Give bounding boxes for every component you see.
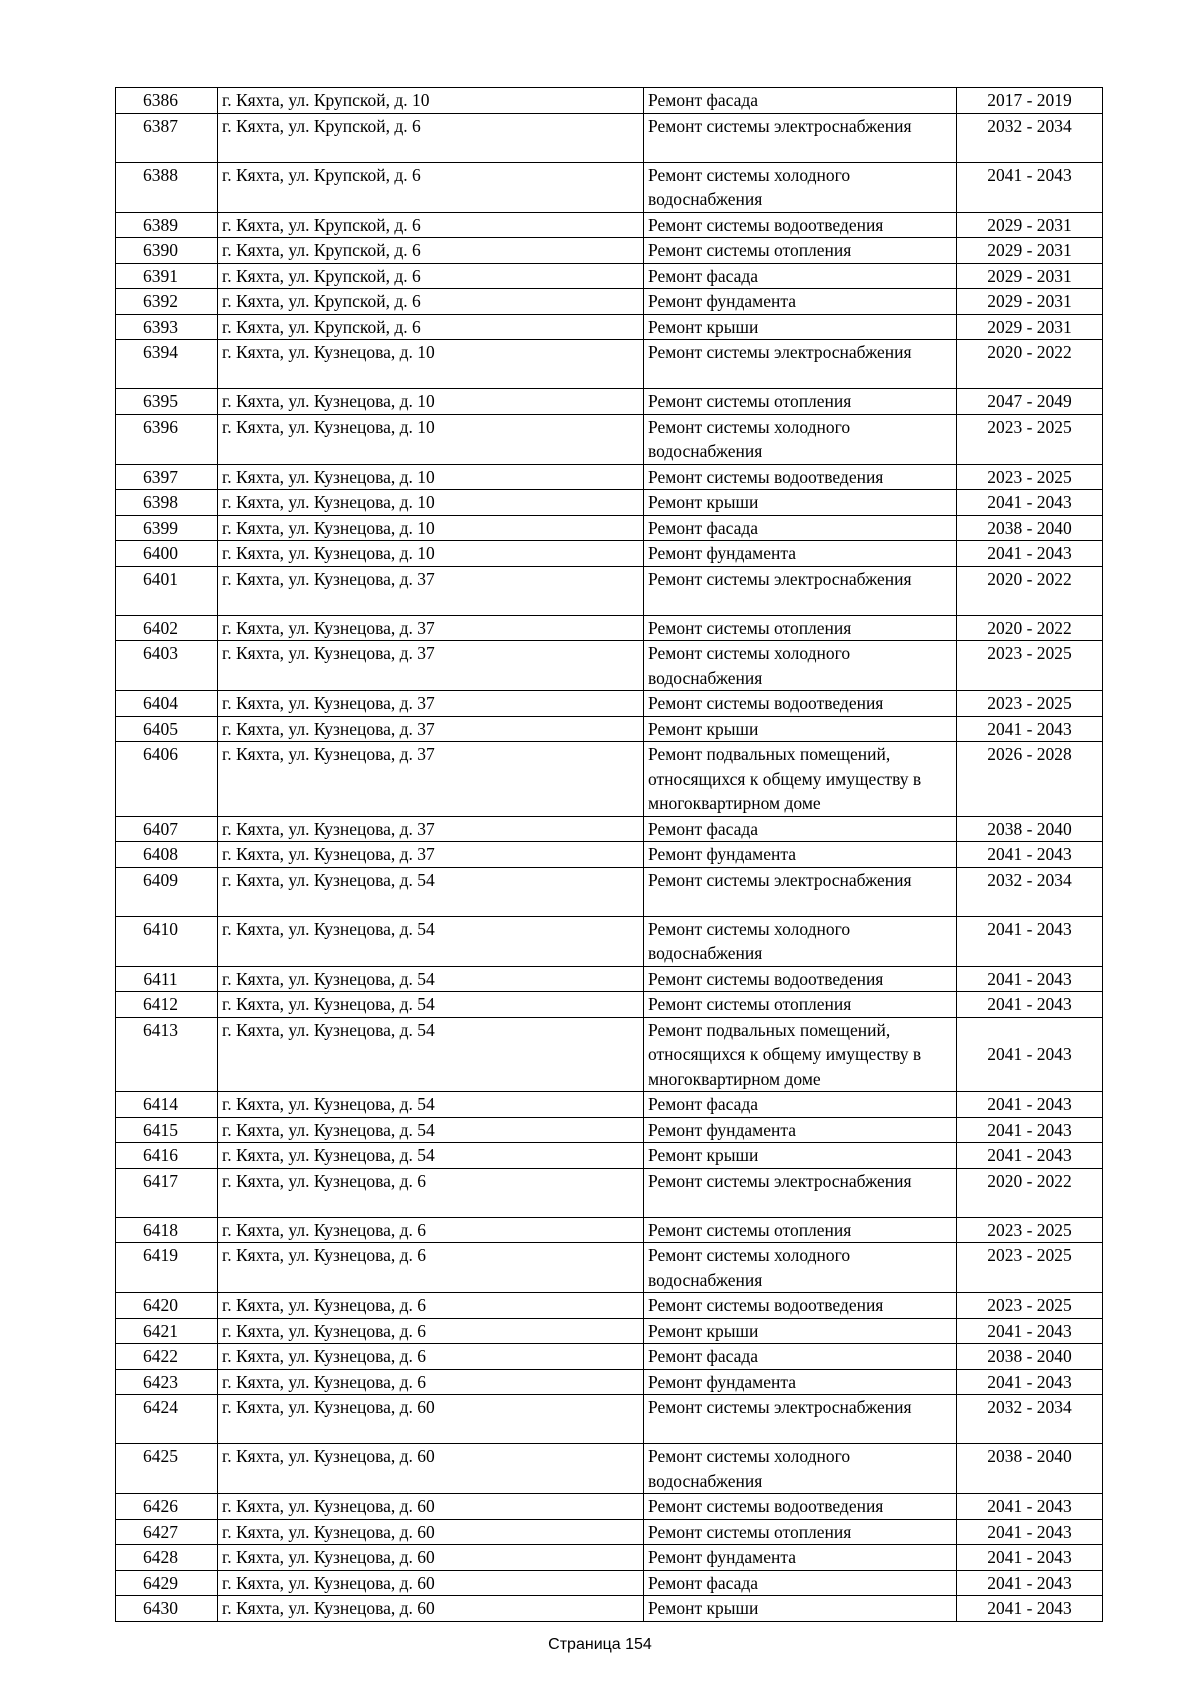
table-row xyxy=(116,389,1103,415)
table-row xyxy=(116,1344,1103,1370)
period-cell: 2038 - 2040 xyxy=(957,515,1103,541)
work-type-cell: Ремонт фундамента xyxy=(644,1545,957,1571)
address-cell: г. Кяхта, ул. Кузнецова, д. 6 xyxy=(218,1243,644,1293)
table-row xyxy=(116,263,1103,289)
period-cell: 2041 - 2043 xyxy=(957,541,1103,567)
work-type-cell: Ремонт системы отопления xyxy=(644,615,957,641)
table-row xyxy=(116,340,1103,389)
period-cell: 2032 - 2034 xyxy=(957,113,1103,162)
period-cell: 2041 - 2043 xyxy=(957,162,1103,212)
address-cell: г. Кяхта, ул. Крупской, д. 6 xyxy=(218,314,644,340)
row-number-cell: 6421 xyxy=(116,1318,218,1344)
work-type-cell: Ремонт системы водоотведения xyxy=(644,464,957,490)
repair-schedule-table xyxy=(115,87,1103,1622)
table-row xyxy=(116,1318,1103,1344)
row-number-cell: 6428 xyxy=(116,1545,218,1571)
row-number-cell: 6426 xyxy=(116,1494,218,1520)
period-cell: 2041 - 2043 xyxy=(957,1519,1103,1545)
table-row xyxy=(116,1092,1103,1118)
work-type-cell: Ремонт фасада xyxy=(644,1344,957,1370)
address-cell: г. Кяхта, ул. Кузнецова, д. 6 xyxy=(218,1217,644,1243)
period-cell: 2038 - 2040 xyxy=(957,816,1103,842)
row-number-cell: 6425 xyxy=(116,1444,218,1494)
address-cell: г. Кяхта, ул. Кузнецова, д. 54 xyxy=(218,1117,644,1143)
table-row xyxy=(116,716,1103,742)
period-cell: 2020 - 2022 xyxy=(957,340,1103,389)
address-cell: г. Кяхта, ул. Кузнецова, д. 54 xyxy=(218,1143,644,1169)
row-number-cell: 6407 xyxy=(116,816,218,842)
work-type-cell: Ремонт крыши xyxy=(644,490,957,516)
row-number-cell: 6404 xyxy=(116,691,218,717)
row-number-cell: 6396 xyxy=(116,414,218,464)
row-number-cell: 6388 xyxy=(116,162,218,212)
address-cell: г. Кяхта, ул. Кузнецова, д. 37 xyxy=(218,691,644,717)
work-type-cell: Ремонт системы электроснабжения xyxy=(644,1168,957,1217)
address-cell: г. Кяхта, ул. Кузнецова, д. 60 xyxy=(218,1596,644,1622)
table-row xyxy=(116,1293,1103,1319)
table-row xyxy=(116,490,1103,516)
row-number-cell: 6414 xyxy=(116,1092,218,1118)
table-row xyxy=(116,289,1103,315)
page-number: Страница 154 xyxy=(548,1636,652,1653)
row-number-cell: 6415 xyxy=(116,1117,218,1143)
table-row xyxy=(116,515,1103,541)
address-cell: г. Кяхта, ул. Кузнецова, д. 60 xyxy=(218,1519,644,1545)
work-type-cell: Ремонт крыши xyxy=(644,1318,957,1344)
row-number-cell: 6393 xyxy=(116,314,218,340)
row-number-cell: 6390 xyxy=(116,238,218,264)
work-type-cell: Ремонт системы холодного водоснабжения xyxy=(644,1444,957,1494)
address-cell: г. Кяхта, ул. Крупской, д. 10 xyxy=(218,88,644,114)
work-type-cell: Ремонт системы электроснабжения xyxy=(644,867,957,916)
period-cell: 2032 - 2034 xyxy=(957,1395,1103,1444)
table-row xyxy=(116,615,1103,641)
table-row xyxy=(116,113,1103,162)
table-row xyxy=(116,916,1103,966)
address-cell: г. Кяхта, ул. Кузнецова, д. 37 xyxy=(218,566,644,615)
table-row xyxy=(116,966,1103,992)
address-cell: г. Кяхта, ул. Кузнецова, д. 54 xyxy=(218,1092,644,1118)
work-type-cell: Ремонт системы холодного водоснабжения xyxy=(644,414,957,464)
work-type-cell: Ремонт системы водоотведения xyxy=(644,212,957,238)
work-type-cell: Ремонт фасада xyxy=(644,1570,957,1596)
row-number-cell: 6408 xyxy=(116,842,218,868)
row-number-cell: 6395 xyxy=(116,389,218,415)
period-cell: 2041 - 2043 xyxy=(957,1545,1103,1571)
work-type-cell: Ремонт системы электроснабжения xyxy=(644,340,957,389)
row-number-cell: 6413 xyxy=(116,1017,218,1092)
table-row xyxy=(116,212,1103,238)
row-number-cell: 6405 xyxy=(116,716,218,742)
row-number-cell: 6400 xyxy=(116,541,218,567)
row-number-cell: 6403 xyxy=(116,641,218,691)
period-cell: 2020 - 2022 xyxy=(957,615,1103,641)
address-cell: г. Кяхта, ул. Кузнецова, д. 37 xyxy=(218,716,644,742)
work-type-cell: Ремонт подвальных помещений, относящихся к общему имуществу в многоквартирном доме xyxy=(644,1017,957,1092)
period-cell: 2023 - 2025 xyxy=(957,414,1103,464)
table-row xyxy=(116,541,1103,567)
address-cell: г. Кяхта, ул. Кузнецова, д. 54 xyxy=(218,966,644,992)
table-row xyxy=(116,1545,1103,1571)
address-cell: г. Кяхта, ул. Кузнецова, д. 6 xyxy=(218,1344,644,1370)
address-cell: г. Кяхта, ул. Кузнецова, д. 54 xyxy=(218,916,644,966)
address-cell: г. Кяхта, ул. Кузнецова, д. 60 xyxy=(218,1570,644,1596)
table-row xyxy=(116,1570,1103,1596)
address-cell: г. Кяхта, ул. Кузнецова, д. 10 xyxy=(218,541,644,567)
work-type-cell: Ремонт системы водоотведения xyxy=(644,1494,957,1520)
table-row xyxy=(116,1494,1103,1520)
work-type-cell: Ремонт фундамента xyxy=(644,1369,957,1395)
period-cell: 2041 - 2043 xyxy=(957,1092,1103,1118)
row-number-cell: 6417 xyxy=(116,1168,218,1217)
table-row xyxy=(116,464,1103,490)
row-number-cell: 6420 xyxy=(116,1293,218,1319)
address-cell: г. Кяхта, ул. Кузнецова, д. 37 xyxy=(218,641,644,691)
work-type-cell: Ремонт фасада xyxy=(644,88,957,114)
address-cell: г. Кяхта, ул. Кузнецова, д. 6 xyxy=(218,1168,644,1217)
table-row xyxy=(116,691,1103,717)
work-type-cell: Ремонт крыши xyxy=(644,1143,957,1169)
row-number-cell: 6430 xyxy=(116,1596,218,1622)
work-type-cell: Ремонт системы холодного водоснабжения xyxy=(644,916,957,966)
work-type-cell: Ремонт фасада xyxy=(644,515,957,541)
row-number-cell: 6392 xyxy=(116,289,218,315)
address-cell: г. Кяхта, ул. Кузнецова, д. 60 xyxy=(218,1395,644,1444)
table-row xyxy=(116,1217,1103,1243)
work-type-cell: Ремонт системы холодного водоснабжения xyxy=(644,162,957,212)
address-cell: г. Кяхта, ул. Кузнецова, д. 37 xyxy=(218,615,644,641)
work-type-cell: Ремонт системы электроснабжения xyxy=(644,1395,957,1444)
work-type-cell: Ремонт системы электроснабжения xyxy=(644,113,957,162)
work-type-cell: Ремонт системы отопления xyxy=(644,1217,957,1243)
row-number-cell: 6422 xyxy=(116,1344,218,1370)
address-cell: г. Кяхта, ул. Кузнецова, д. 10 xyxy=(218,389,644,415)
period-cell: 2041 - 2043 xyxy=(957,1570,1103,1596)
row-number-cell: 6402 xyxy=(116,615,218,641)
period-cell: 2041 - 2043 xyxy=(957,1369,1103,1395)
table-row xyxy=(116,1168,1103,1217)
row-number-cell: 6424 xyxy=(116,1395,218,1444)
row-number-cell: 6389 xyxy=(116,212,218,238)
work-type-cell: Ремонт системы водоотведения xyxy=(644,691,957,717)
work-type-cell: Ремонт фундамента xyxy=(644,1117,957,1143)
row-number-cell: 6412 xyxy=(116,992,218,1018)
address-cell: г. Кяхта, ул. Кузнецова, д. 54 xyxy=(218,1017,644,1092)
period-cell: 2041 - 2043 xyxy=(957,1596,1103,1622)
table-row xyxy=(116,414,1103,464)
period-cell: 2041 - 2043 xyxy=(957,1318,1103,1344)
work-type-cell: Ремонт системы водоотведения xyxy=(644,1293,957,1319)
table-row xyxy=(116,1519,1103,1545)
address-cell: г. Кяхта, ул. Кузнецова, д. 60 xyxy=(218,1545,644,1571)
period-cell: 2023 - 2025 xyxy=(957,1243,1103,1293)
table-row xyxy=(116,1444,1103,1494)
address-cell: г. Кяхта, ул. Крупской, д. 6 xyxy=(218,238,644,264)
address-cell: г. Кяхта, ул. Кузнецова, д. 10 xyxy=(218,464,644,490)
row-number-cell: 6398 xyxy=(116,490,218,516)
address-cell: г. Кяхта, ул. Крупской, д. 6 xyxy=(218,162,644,212)
row-number-cell: 6410 xyxy=(116,916,218,966)
period-cell: 2029 - 2031 xyxy=(957,212,1103,238)
period-cell: 2041 - 2043 xyxy=(957,1017,1103,1092)
table-row xyxy=(116,1143,1103,1169)
address-cell: г. Кяхта, ул. Кузнецова, д. 10 xyxy=(218,490,644,516)
table-row xyxy=(116,314,1103,340)
period-cell: 2041 - 2043 xyxy=(957,916,1103,966)
work-type-cell: Ремонт фундамента xyxy=(644,289,957,315)
address-cell: г. Кяхта, ул. Кузнецова, д. 37 xyxy=(218,816,644,842)
row-number-cell: 6401 xyxy=(116,566,218,615)
period-cell: 2026 - 2028 xyxy=(957,742,1103,817)
table-row xyxy=(116,867,1103,916)
period-cell: 2023 - 2025 xyxy=(957,1293,1103,1319)
period-cell: 2047 - 2049 xyxy=(957,389,1103,415)
row-number-cell: 6411 xyxy=(116,966,218,992)
work-type-cell: Ремонт системы холодного водоснабжения xyxy=(644,641,957,691)
work-type-cell: Ремонт системы холодного водоснабжения xyxy=(644,1243,957,1293)
row-number-cell: 6406 xyxy=(116,742,218,817)
period-cell: 2038 - 2040 xyxy=(957,1444,1103,1494)
address-cell: г. Кяхта, ул. Кузнецова, д. 54 xyxy=(218,867,644,916)
period-cell: 2041 - 2043 xyxy=(957,966,1103,992)
address-cell: г. Кяхта, ул. Кузнецова, д. 37 xyxy=(218,842,644,868)
period-cell: 2023 - 2025 xyxy=(957,1217,1103,1243)
table-row xyxy=(116,162,1103,212)
table-row xyxy=(116,566,1103,615)
period-cell: 2023 - 2025 xyxy=(957,691,1103,717)
period-cell: 2041 - 2043 xyxy=(957,490,1103,516)
period-cell: 2029 - 2031 xyxy=(957,289,1103,315)
work-type-cell: Ремонт фасада xyxy=(644,263,957,289)
row-number-cell: 6397 xyxy=(116,464,218,490)
period-cell: 2023 - 2025 xyxy=(957,464,1103,490)
address-cell: г. Кяхта, ул. Кузнецова, д. 10 xyxy=(218,515,644,541)
row-number-cell: 6423 xyxy=(116,1369,218,1395)
work-type-cell: Ремонт крыши xyxy=(644,314,957,340)
table-row xyxy=(116,1117,1103,1143)
period-cell: 2041 - 2043 xyxy=(957,842,1103,868)
row-number-cell: 6416 xyxy=(116,1143,218,1169)
period-cell: 2029 - 2031 xyxy=(957,263,1103,289)
row-number-cell: 6386 xyxy=(116,88,218,114)
work-type-cell: Ремонт фундамента xyxy=(644,541,957,567)
address-cell: г. Кяхта, ул. Кузнецова, д. 37 xyxy=(218,742,644,817)
address-cell: г. Кяхта, ул. Кузнецова, д. 6 xyxy=(218,1369,644,1395)
table-row xyxy=(116,88,1103,114)
period-cell: 2029 - 2031 xyxy=(957,314,1103,340)
row-number-cell: 6427 xyxy=(116,1519,218,1545)
work-type-cell: Ремонт крыши xyxy=(644,1596,957,1622)
row-number-cell: 6391 xyxy=(116,263,218,289)
table-body xyxy=(116,88,1103,1622)
address-cell: г. Кяхта, ул. Крупской, д. 6 xyxy=(218,113,644,162)
address-cell: г. Кяхта, ул. Кузнецова, д. 60 xyxy=(218,1494,644,1520)
work-type-cell: Ремонт системы отопления xyxy=(644,1519,957,1545)
table-row xyxy=(116,1596,1103,1622)
row-number-cell: 6418 xyxy=(116,1217,218,1243)
period-cell: 2017 - 2019 xyxy=(957,88,1103,114)
period-cell: 2041 - 2043 xyxy=(957,716,1103,742)
work-type-cell: Ремонт системы водоотведения xyxy=(644,966,957,992)
table-row xyxy=(116,1369,1103,1395)
period-cell: 2041 - 2043 xyxy=(957,1143,1103,1169)
address-cell: г. Кяхта, ул. Крупской, д. 6 xyxy=(218,263,644,289)
period-cell: 2038 - 2040 xyxy=(957,1344,1103,1370)
table-row xyxy=(116,816,1103,842)
period-cell: 2023 - 2025 xyxy=(957,641,1103,691)
period-cell: 2029 - 2031 xyxy=(957,238,1103,264)
period-cell: 2041 - 2043 xyxy=(957,992,1103,1018)
address-cell: г. Кяхта, ул. Кузнецова, д. 60 xyxy=(218,1444,644,1494)
work-type-cell: Ремонт системы отопления xyxy=(644,238,957,264)
row-number-cell: 6409 xyxy=(116,867,218,916)
work-type-cell: Ремонт подвальных помещений, относящихся к общему имуществу в многоквартирном доме xyxy=(644,742,957,817)
table-row xyxy=(116,992,1103,1018)
address-cell: г. Кяхта, ул. Крупской, д. 6 xyxy=(218,289,644,315)
row-number-cell: 6399 xyxy=(116,515,218,541)
work-type-cell: Ремонт фундамента xyxy=(644,842,957,868)
period-cell: 2041 - 2043 xyxy=(957,1494,1103,1520)
work-type-cell: Ремонт фасада xyxy=(644,816,957,842)
address-cell: г. Кяхта, ул. Крупской, д. 6 xyxy=(218,212,644,238)
address-cell: г. Кяхта, ул. Кузнецова, д. 54 xyxy=(218,992,644,1018)
table-row xyxy=(116,238,1103,264)
period-cell: 2020 - 2022 xyxy=(957,1168,1103,1217)
table-row xyxy=(116,1395,1103,1444)
period-cell: 2041 - 2043 xyxy=(957,1117,1103,1143)
period-cell: 2032 - 2034 xyxy=(957,867,1103,916)
address-cell: г. Кяхта, ул. Кузнецова, д. 6 xyxy=(218,1293,644,1319)
row-number-cell: 6429 xyxy=(116,1570,218,1596)
work-type-cell: Ремонт системы электроснабжения xyxy=(644,566,957,615)
row-number-cell: 6419 xyxy=(116,1243,218,1293)
table-row xyxy=(116,842,1103,868)
address-cell: г. Кяхта, ул. Кузнецова, д. 10 xyxy=(218,414,644,464)
period-cell: 2020 - 2022 xyxy=(957,566,1103,615)
work-type-cell: Ремонт крыши xyxy=(644,716,957,742)
table-row xyxy=(116,1243,1103,1293)
work-type-cell: Ремонт фасада xyxy=(644,1092,957,1118)
table-row xyxy=(116,641,1103,691)
table-row xyxy=(116,1017,1103,1092)
work-type-cell: Ремонт системы отопления xyxy=(644,992,957,1018)
address-cell: г. Кяхта, ул. Кузнецова, д. 10 xyxy=(218,340,644,389)
table-row xyxy=(116,742,1103,817)
address-cell: г. Кяхта, ул. Кузнецова, д. 6 xyxy=(218,1318,644,1344)
work-type-cell: Ремонт системы отопления xyxy=(644,389,957,415)
row-number-cell: 6387 xyxy=(116,113,218,162)
row-number-cell: 6394 xyxy=(116,340,218,389)
